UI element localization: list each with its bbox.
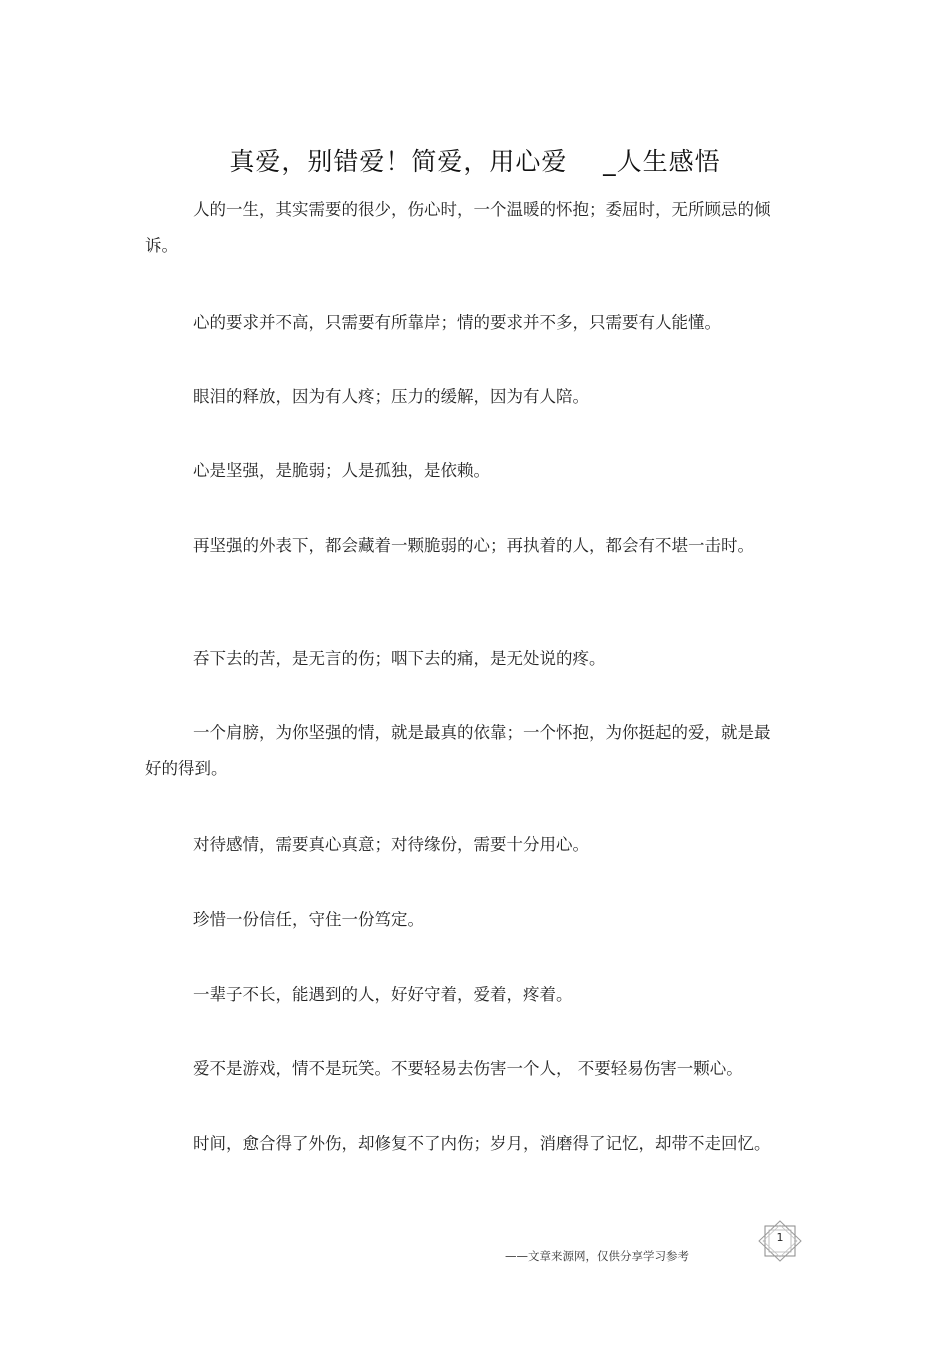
- source-note: ——文章来源网，仅供分享学习参考: [505, 1249, 689, 1263]
- paragraph-9: 珍惜一份信任，守住一份笃定。: [193, 910, 424, 929]
- paragraph-3: 眼泪的释放，因为有人疼；压力的缓解，因为有人陪。: [193, 387, 589, 406]
- paragraph-10: 一辈子不长，能遇到的人，好好守着，爱着，疼着。: [193, 985, 573, 1004]
- paragraph-5: 再坚强的外表下，都会藏着一颗脆弱的心；再执着的人，都会有不堪一击时。: [193, 536, 754, 555]
- paragraph-12: 时间，愈合得了外伤，却修复不了内伤；岁月，消磨得了记忆，却带不走回忆。: [193, 1134, 771, 1153]
- paragraph-11: 爱不是游戏，情不是玩笑。不要轻易去伤害一个人， 不要轻易伤害一颗心。: [193, 1059, 743, 1078]
- paragraph-4: 心是坚强，是脆弱；人是孤独，是依赖。: [193, 461, 490, 480]
- paragraph-2: 心的要求并不高，只需要有所靠岸；情的要求并不多，只需要有人能懂。: [193, 313, 721, 332]
- page-number: 1: [776, 1231, 784, 1244]
- paragraph-1: 人的一生，其实需要的很少，伤心时，一个温暖的怀抱；委屈时，无所顾忌的倾诉。: [145, 200, 771, 255]
- paragraph-6: 吞下去的苦，是无言的伤；咽下去的痛，是无处说的疼。: [193, 649, 606, 668]
- document-title: 真爱，别错爱！简爱，用心爱 _人生感悟: [229, 147, 721, 176]
- paragraph-8: 对待感情，需要真心真意；对待缘份，需要十分用心。: [193, 835, 589, 854]
- paragraph-7: 一个肩膀，为你坚强的情，就是最真的依靠；一个怀抱，为你挺起的爱，就是最好的得到。: [145, 723, 771, 778]
